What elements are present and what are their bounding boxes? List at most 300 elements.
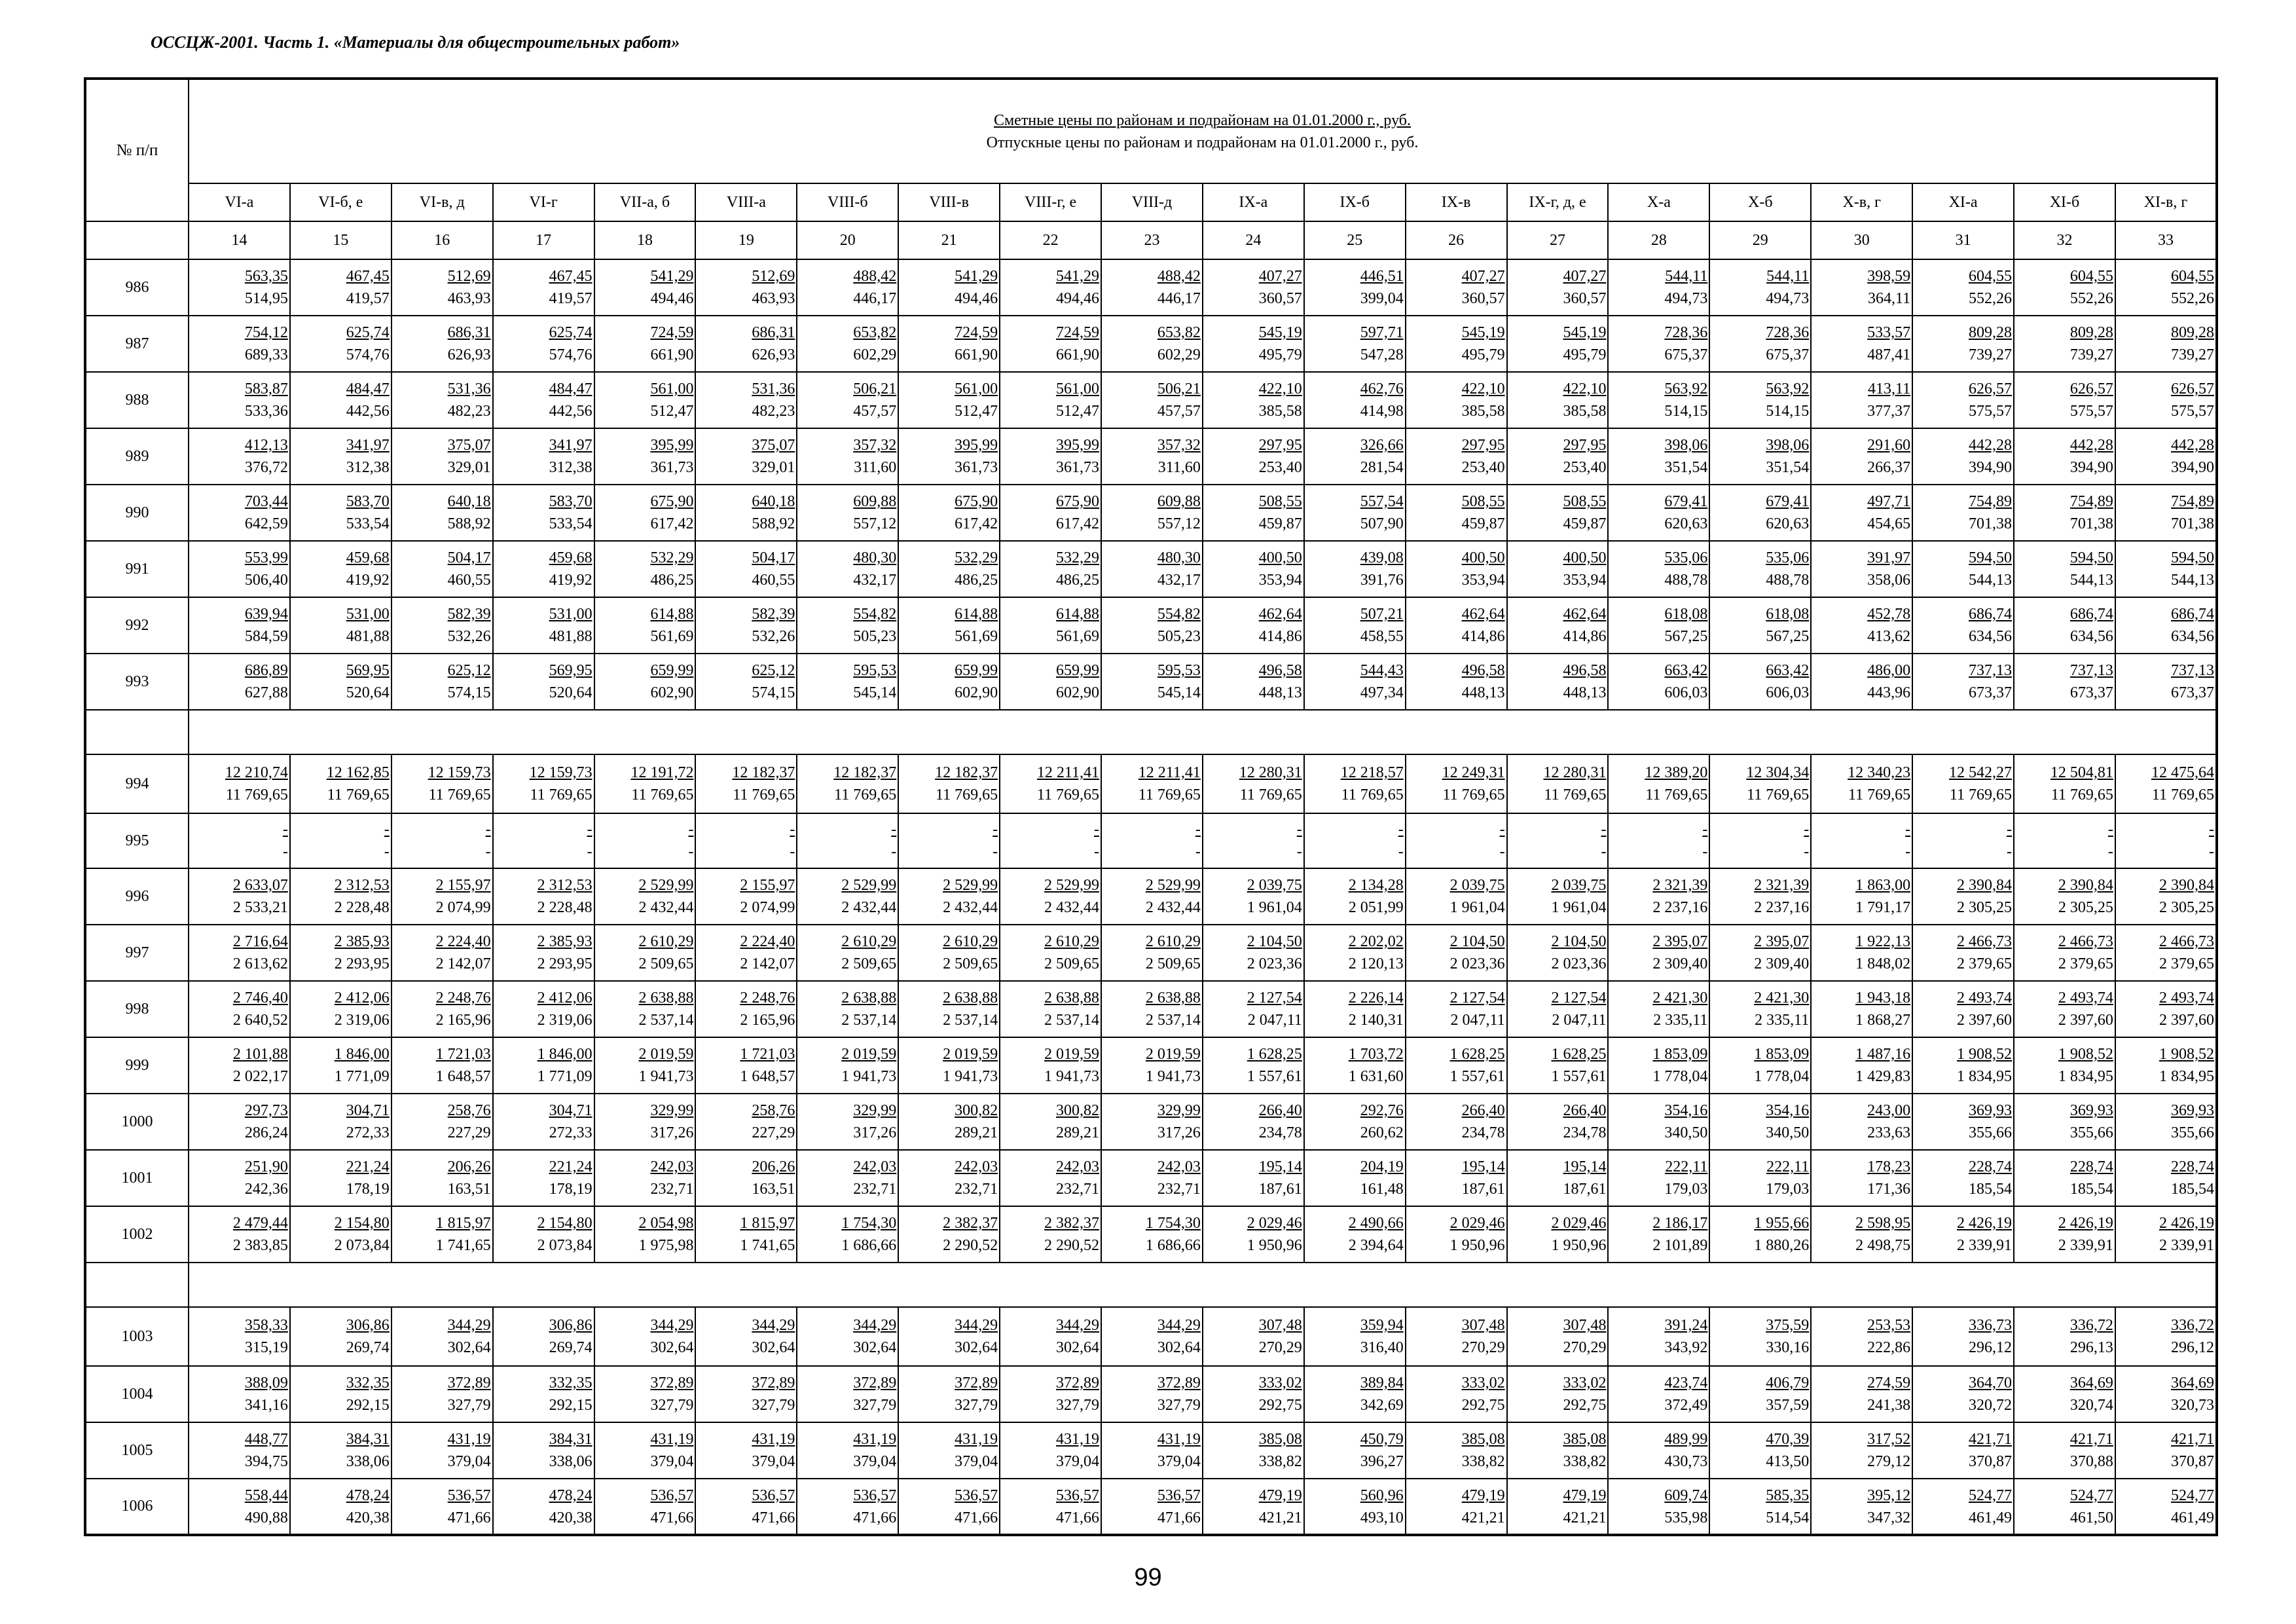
price-cell [2014,1094,2115,1150]
release-price: 2 293,95 [334,955,390,972]
region-header: XI-б [2014,183,2115,221]
price-cell [392,485,493,541]
price-cell [1811,925,1912,981]
estimated-price: 659,99 [955,662,998,679]
estimated-price: 640,18 [752,493,795,510]
estimated-price: 609,74 [1664,1486,1708,1504]
price-cell [189,1479,290,1535]
price-cell [493,428,594,485]
price-cell [392,597,493,654]
release-price: 302,64 [752,1339,795,1356]
release-price: 673,37 [1969,684,2013,701]
table-row [85,485,2217,541]
price-cell [1304,259,1406,316]
price-cell [1507,1366,1609,1422]
price-cell [1304,1150,1406,1206]
price-cell [2115,1479,2217,1535]
release-price: 296,12 [2171,1339,2214,1356]
release-price: 2 339,91 [2058,1237,2113,1254]
price-cell [1507,597,1609,654]
release-price: 494,46 [1056,290,1100,307]
release-price: - [1195,843,1201,860]
release-price: 471,66 [853,1509,897,1526]
estimated-price: 2 154,80 [537,1215,592,1232]
estimated-price: 467,45 [549,268,592,285]
estimated-price: 395,12 [1867,1486,1911,1504]
release-price: 533,36 [244,403,288,420]
release-price: 161,48 [1360,1181,1404,1198]
estimated-price: 545,19 [1258,324,1302,341]
estimated-price: 300,82 [1056,1102,1100,1119]
price-cell [2014,868,2115,925]
price-cell [1811,597,1912,654]
estimated-price: 2 395,07 [1652,933,1708,950]
item-number: 1004 [85,1366,189,1422]
blank-cell [85,1263,189,1307]
estimated-price: 195,14 [1461,1158,1505,1175]
price-cell [1507,1479,1609,1535]
price-cell [392,868,493,925]
release-price: 1 557,61 [1449,1068,1505,1085]
price-cell [1406,428,1507,485]
estimated-price: 2 029,46 [1247,1215,1302,1232]
estimated-price: 625,74 [346,324,390,341]
release-price: 2 165,96 [435,1012,491,1029]
price-cell [1101,981,1203,1037]
estimated-price: 604,55 [1969,268,2013,285]
price-cell [392,1206,493,1263]
estimated-price: 470,39 [1766,1431,1810,1448]
estimated-price: 484,47 [549,380,592,397]
price-cell [493,1206,594,1263]
price-cell [1203,316,1304,372]
release-price: 327,79 [1056,1397,1100,1414]
release-price: 2 509,65 [1044,955,1100,972]
price-cell [898,654,1000,710]
release-price: 171,36 [1867,1181,1911,1198]
release-price: 269,74 [346,1339,390,1356]
price-cell [1304,428,1406,485]
price-cell [1709,259,1811,316]
price-cell [1507,259,1609,316]
release-price: 394,90 [1969,459,2013,476]
price-cell [695,1422,797,1479]
release-price: 385,58 [1461,403,1505,420]
estimated-price: 532,29 [955,549,998,566]
release-price: 379,04 [853,1453,897,1470]
release-price: - [1601,843,1607,860]
price-cell [1608,1150,1709,1206]
price-cell [1507,1206,1609,1263]
release-price: 1 880,26 [1754,1237,1810,1254]
price-cell [1406,1037,1507,1094]
estimated-price: 222,11 [1665,1158,1708,1175]
price-cell [594,981,696,1037]
release-price: 626,93 [752,346,795,363]
estimated-price: 1 721,03 [435,1046,491,1063]
estimated-price: 364,69 [2069,1375,2113,1392]
estimated-price: 372,89 [853,1375,897,1392]
release-price: 2 432,44 [943,899,998,916]
price-cell [2115,541,2217,597]
estimated-price: 395,99 [955,437,998,454]
estimated-price: 2 019,59 [1044,1046,1100,1063]
release-price: 327,79 [853,1397,897,1414]
estimated-price: 450,79 [1360,1431,1404,1448]
estimated-price: 2 610,29 [943,933,998,950]
estimated-price: 431,19 [1157,1431,1201,1448]
price-cell [797,868,898,925]
estimated-price: 2 529,99 [1145,877,1201,894]
release-price: 2 237,16 [1754,899,1810,916]
estimated-price: 266,40 [1563,1102,1607,1119]
price-cell [1811,1479,1912,1535]
release-price: 292,15 [346,1397,390,1414]
price-cell [1101,428,1203,485]
price-cell [1203,485,1304,541]
price-cell [2014,485,2115,541]
price-cell [1709,372,1811,428]
estimated-price: 407,27 [1461,268,1505,285]
price-cell [290,372,392,428]
price-cell [290,925,392,981]
release-price: 163,51 [752,1181,795,1198]
release-price: 2 309,40 [1754,955,1810,972]
release-price: 234,78 [1258,1124,1302,1141]
estimated-price: 1 815,97 [435,1215,491,1232]
price-cell [1912,1366,2014,1422]
release-price: 2 537,14 [1044,1012,1100,1029]
release-price: 432,17 [853,572,897,589]
estimated-price: 329,99 [1157,1102,1201,1119]
estimated-price: 614,88 [955,606,998,623]
release-price: 701,38 [1969,515,2013,532]
release-price: 463,93 [752,290,795,307]
estimated-price: 398,06 [1766,437,1810,454]
price-cell [898,541,1000,597]
price-cell [797,259,898,316]
estimated-price: 479,19 [1461,1486,1505,1504]
release-price: 481,88 [549,628,592,645]
price-cell [594,259,696,316]
release-price: 584,59 [244,628,288,645]
estimated-price: 333,02 [1461,1375,1505,1392]
release-price: 372,49 [1664,1397,1708,1414]
price-cell [493,259,594,316]
release-price: 2 537,14 [943,1012,998,1029]
release-price: 311,60 [854,459,897,476]
estimated-price: 178,23 [1867,1158,1911,1175]
price-cell [493,1037,594,1094]
estimated-price: 2 054,98 [638,1215,694,1232]
release-price: 2 397,60 [2159,1012,2214,1029]
price-cell [2115,868,2217,925]
release-price: 185,54 [2069,1181,2113,1198]
release-price: 355,66 [2171,1124,2214,1141]
price-cell [1000,1206,1101,1263]
price-cell [392,316,493,372]
release-price: 327,79 [752,1397,795,1414]
price-cell [1203,541,1304,597]
estimated-price: 686,31 [447,324,491,341]
release-price: 2 290,52 [943,1237,998,1254]
release-price: 2 537,14 [638,1012,694,1029]
estimated-price: 2 638,88 [1044,989,1100,1006]
release-price: 338,06 [549,1453,592,1470]
estimated-price: 2 390,84 [1957,877,2013,894]
estimated-price: 2 490,66 [1348,1215,1404,1232]
estimated-price: 2 134,28 [1348,877,1404,894]
estimated-price: 659,99 [650,662,694,679]
section-separator-row [85,1263,2217,1307]
release-price: 574,76 [549,346,592,363]
release-price: 2 142,07 [435,955,491,972]
release-price: 2 228,48 [537,899,592,916]
price-cell [1912,597,2014,654]
price-cell [1912,981,2014,1037]
estimated-price: 391,97 [1867,549,1911,566]
estimated-price: 2 019,59 [638,1046,694,1063]
estimated-price: 2 321,39 [1652,877,1708,894]
price-cell [1000,541,1101,597]
estimated-price: 1 853,09 [1754,1046,1810,1063]
release-price: 448,13 [1461,684,1505,701]
release-price: 463,93 [447,290,491,307]
release-price: 343,92 [1664,1339,1708,1356]
estimated-price: 307,48 [1258,1317,1302,1334]
release-price: 2 397,60 [2058,1012,2113,1029]
release-price: 11 769,65 [733,786,795,803]
release-price: 446,17 [1157,290,1201,307]
estimated-price: 333,02 [1563,1375,1607,1392]
price-cell [1203,259,1304,316]
release-price: 461,49 [1969,1509,2013,1526]
release-price: 234,78 [1563,1124,1607,1141]
estimated-price: 1 846,00 [537,1046,592,1063]
release-price: 187,61 [1258,1181,1302,1198]
price-cell [797,654,898,710]
price-cell [1304,541,1406,597]
price-cell [1608,316,1709,372]
release-price: 458,55 [1360,628,1404,645]
price-cell [1203,597,1304,654]
price-cell [594,868,696,925]
price-cell [898,1206,1000,1263]
price-cell [797,485,898,541]
region-header: VIII-а [695,183,797,221]
release-price: - [1804,843,1810,860]
release-price: 2 023,36 [1449,955,1505,972]
release-price: 1 631,60 [1348,1068,1404,1085]
estimated-price: 372,89 [752,1375,795,1392]
release-price: 602,29 [853,346,897,363]
price-cell [1912,654,2014,710]
release-price: 11 769,65 [1138,786,1201,803]
price-cell [392,1094,493,1150]
price-cell [290,813,392,868]
release-price: 379,04 [447,1453,491,1470]
price-cell [189,1094,290,1150]
estimated-price: - [384,821,390,838]
release-price: 1 771,09 [537,1068,592,1085]
price-cell [1406,868,1507,925]
table-row [85,316,2217,372]
estimated-price: 304,71 [346,1102,390,1119]
estimated-price: 221,24 [346,1158,390,1175]
price-cell [2115,981,2217,1037]
price-cell [392,1479,493,1535]
estimated-price: 686,74 [2171,606,2214,623]
release-price: 329,01 [447,459,491,476]
release-price: 1 557,61 [1247,1068,1302,1085]
estimated-price: 507,21 [1360,606,1404,623]
estimated-price: 2 029,46 [1449,1215,1505,1232]
release-price: 292,75 [1461,1397,1505,1414]
price-cell [1608,925,1709,981]
release-price: 661,90 [955,346,998,363]
price-cell [1507,868,1609,925]
release-price: 567,25 [1664,628,1708,645]
price-cell [1709,541,1811,597]
release-price: 482,23 [447,403,491,420]
release-price: 634,56 [2069,628,2113,645]
estimated-price: 2 421,30 [1652,989,1708,1006]
estimated-price: 1 754,30 [841,1215,897,1232]
release-price: 461,50 [2069,1509,2113,1526]
release-price: 602,90 [650,684,694,701]
release-price: 270,29 [1461,1339,1505,1356]
price-cell [1101,485,1203,541]
price-cell [1304,925,1406,981]
price-cell [1000,1037,1101,1094]
price-cell [2014,925,2115,981]
estimated-price: 354,16 [1766,1102,1810,1119]
estimated-price: 561,00 [1056,380,1100,397]
estimated-price: 297,95 [1258,437,1302,454]
estimated-price: 333,02 [1258,1375,1302,1392]
region-header: VI-г [493,183,594,221]
estimated-price: 12 159,73 [529,764,592,781]
estimated-price: 258,76 [447,1102,491,1119]
release-price: 673,37 [2171,684,2214,701]
release-price: 488,78 [1664,572,1708,589]
release-price: 661,90 [1056,346,1100,363]
estimated-price: 12 389,20 [1645,764,1708,781]
estimated-price: 242,03 [650,1158,694,1175]
estimated-price: 195,14 [1563,1158,1607,1175]
estimated-price: 12 162,85 [326,764,390,781]
release-price: 394,90 [2069,459,2113,476]
release-price: 414,86 [1258,628,1302,645]
price-cell [1101,597,1203,654]
release-price: 399,04 [1360,290,1404,307]
estimated-price: 809,28 [2171,324,2214,341]
price-cell [1811,1422,1912,1479]
estimated-price: 512,69 [447,268,491,285]
estimated-price: 222,11 [1766,1158,1810,1175]
page-number: 99 [1134,1564,1162,1591]
estimated-price: 497,71 [1867,493,1911,510]
release-price: 353,94 [1461,572,1505,589]
estimated-price: 329,99 [853,1102,897,1119]
estimated-price: 583,87 [244,380,288,397]
estimated-price: 12 475,64 [2151,764,2214,781]
price-cell [1406,541,1507,597]
estimated-price: 728,36 [1664,324,1708,341]
release-price: 361,73 [1056,459,1100,476]
release-price: 2 047,11 [1247,1012,1302,1029]
release-price: 545,14 [1157,684,1201,701]
estimated-price: 228,74 [1969,1158,2013,1175]
estimated-price: 344,29 [752,1317,795,1334]
price-cell [290,597,392,654]
price-cell [1709,654,1811,710]
price-cell [594,428,696,485]
release-price: - [485,843,491,860]
estimated-price: 228,74 [2069,1158,2113,1175]
estimated-price: 2 493,74 [2159,989,2214,1006]
estimated-price: 594,50 [1969,549,2013,566]
release-price: 419,92 [346,572,390,589]
release-price: 544,13 [2069,572,2113,589]
estimated-price: 407,27 [1258,268,1302,285]
estimated-price: 614,88 [650,606,694,623]
release-price: 544,13 [1969,572,2013,589]
price-cell [1811,813,1912,868]
release-price: 552,26 [2171,290,2214,307]
release-price: 642,59 [244,515,288,532]
estimated-price: 541,29 [955,268,998,285]
release-price: 471,66 [1157,1509,1201,1526]
column-number: 30 [1811,221,1912,259]
release-price: 495,79 [1258,346,1302,363]
estimated-price: 2 638,88 [943,989,998,1006]
estimated-price: 754,12 [244,324,288,341]
estimated-price: 344,29 [853,1317,897,1334]
price-cell [290,1366,392,1422]
price-cell [189,1422,290,1479]
estimated-price: 2 019,59 [943,1046,998,1063]
estimated-price: 459,68 [346,549,390,566]
estimated-price: 595,53 [1157,662,1201,679]
price-cell [1203,868,1304,925]
release-price: 327,79 [447,1397,491,1414]
release-price: 2 640,52 [232,1012,288,1029]
item-number: 994 [85,754,189,813]
estimated-price: 206,26 [752,1158,795,1175]
price-cell [695,981,797,1037]
estimated-price: 2 426,19 [2159,1215,2214,1232]
estimated-price: 626,57 [2069,380,2113,397]
release-price: 385,58 [1563,403,1607,420]
release-price: 2 335,11 [1653,1012,1708,1029]
estimated-price: 2 382,37 [1044,1215,1100,1232]
release-price: 471,66 [955,1509,998,1526]
estimated-price: 452,78 [1867,606,1911,623]
price-cell [695,372,797,428]
price-cell [290,316,392,372]
price-cell [189,1037,290,1094]
price-cell [797,541,898,597]
estimated-price: 659,99 [1056,662,1100,679]
estimated-price: 675,90 [955,493,998,510]
price-cell [189,316,290,372]
release-price: 1 741,65 [435,1237,491,1254]
price-cell [594,1150,696,1206]
estimated-price: 609,88 [1157,493,1201,510]
estimated-price: 1 853,09 [1652,1046,1708,1063]
price-cell [2115,1307,2217,1366]
